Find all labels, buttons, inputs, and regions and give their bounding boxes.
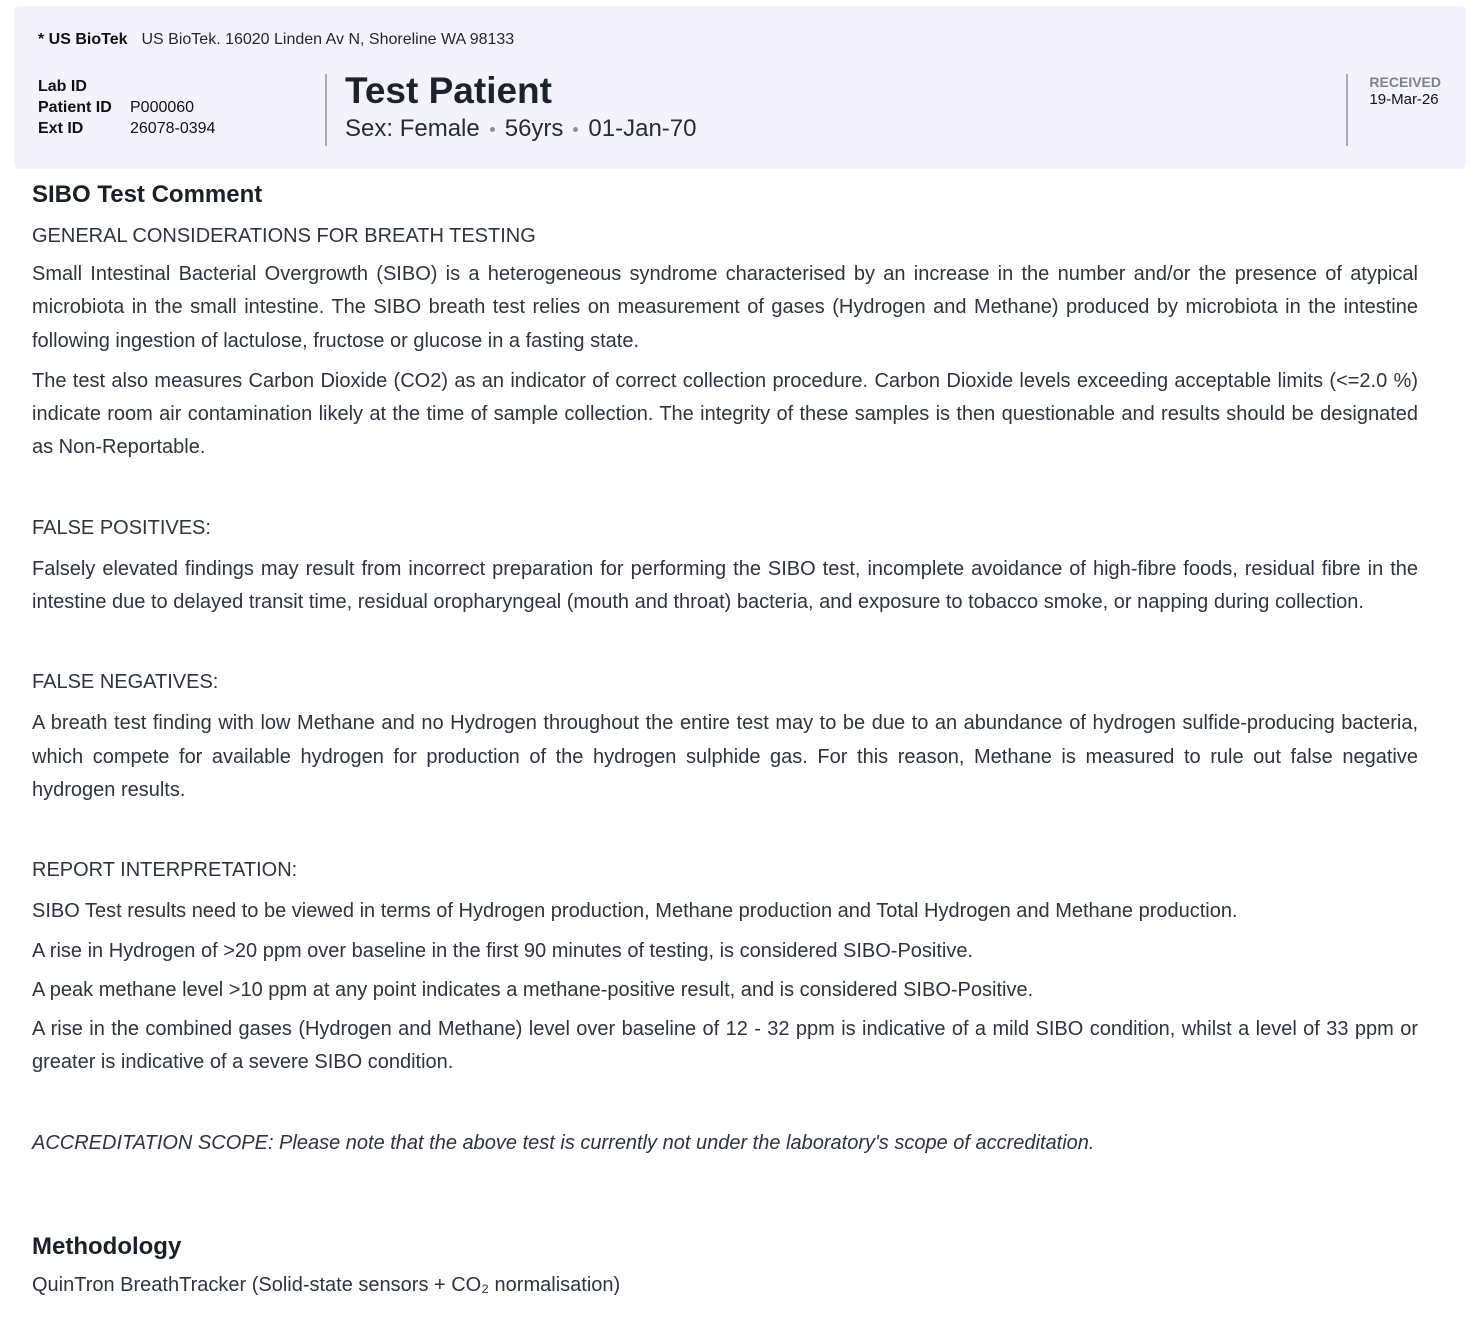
report-interpretation-heading: REPORT INTERPRETATION: [32, 859, 298, 882]
sibo-comment-title: SIBO Test Comment [32, 181, 263, 208]
lab-id-label: Lab ID [38, 78, 87, 95]
header-divider-right [1346, 74, 1348, 146]
general-paragraph-2: The test also measures Carbon Dioxide (CO2) as an indicator of correct collection procedure. Carbon Dioxide levels exceeding acceptable limits (<=2.0 %) indicate room air contamination likely at the time of sample collection. The integrity of these samples is then questionable and results should be designated as Non-Reportable. [32, 369, 1418, 459]
patient-id-label: Patient ID [38, 99, 112, 116]
patient-sex: Sex: Female [345, 115, 480, 142]
lab-id-row [38, 76, 215, 97]
interpretation-paragraph-3: A peak methane level >10 ppm at any point indicates a methane-positive result, and is considered SIBO-Positive. [32, 978, 1034, 1001]
false-positives-paragraph: Falsely elevated findings may result from incorrect preparation for performing the SIBO test, incomplete avoidance of high-fibre foods, residual fibre in the intestine due to delayed transit time, residual oropharyngeal (mouth and throat) bacteria, and exposure to tobacco smoke, or napping during collection. [32, 557, 1418, 614]
lab-info-line [38, 31, 514, 49]
interpretation-paragraph-2: A rise in Hydrogen of >20 ppm over baseline in the first 90 minutes of testing, is considered SIBO-Positive. [32, 939, 974, 962]
ext-id-value: 26078-0394 [130, 120, 216, 137]
received-block [1369, 74, 1441, 108]
accreditation-note: ACCREDITATION SCOPE: Please note that the above test is currently not under the laboratory's scope of accreditation. [32, 1131, 1095, 1154]
lab-address: US BioTek. 16020 Linden Av N, Shoreline WA 98133 [141, 31, 515, 48]
interpretation-paragraph-4: A rise in the combined gases (Hydrogen and Methane) level over baseline of 12 - 32 ppm is indicative of a mild SIBO condition, whilst a level of 33 ppm or greater is indicative of a severe SIBO condition. [32, 1018, 1418, 1074]
methodology-title: Methodology [32, 1233, 182, 1261]
general-considerations-heading: GENERAL CONSIDERATIONS FOR BREATH TESTING [32, 225, 536, 247]
header-divider-left [325, 74, 327, 146]
false-negatives-paragraph: A breath test finding with low Methane and no Hydrogen throughout the entire test may to be due to an abundance of hydrogen sulfide-producing bacteria, which compete for available hydrogen for production of the hydrogen sulphide gas. For this reason, Methane is measured to rule out false negative hydrogen results. [32, 712, 1418, 801]
received-date: 19-Mar-26 [1369, 91, 1439, 108]
lab-name: * US BioTek [38, 31, 128, 48]
patient-id-row [38, 97, 215, 118]
interpretation-paragraph-1: SIBO Test results need to be viewed in terms of Hydrogen production, Methane production and Total Hydrogen and Methane production. [32, 900, 1238, 923]
id-block [38, 76, 215, 139]
ext-id-label: Ext ID [38, 120, 84, 137]
patient-name: Test Patient [345, 70, 552, 111]
general-paragraph-1: Small Intestinal Bacterial Overgrowth (SIBO) is a heterogeneous syndrome characterised by an increase in the number and/or the presence of atypical microbiota in the small intestine. The SIBO breath test relies on measurement of gases (Hydrogen and Methane) produced by microbiota in the intestine following ingestion of lactulose, fructose or glucose in a fasting state. [32, 263, 1418, 352]
patient-dob: 01-Jan-70 [588, 115, 697, 142]
separator-dot [573, 127, 578, 132]
false-positives-heading: FALSE POSITIVES: [32, 516, 211, 539]
report-header [14, 6, 1466, 169]
false-negatives-heading: FALSE NEGATIVES: [32, 671, 219, 694]
report-body [32, 181, 1418, 1302]
patient-age: 56yrs [504, 115, 564, 142]
ext-id-row [38, 118, 215, 139]
separator-dot [490, 127, 495, 132]
patient-demographics [345, 115, 696, 143]
methodology-text: QuinTron BreathTracker (Solid-state sensors + CO₂ normalisation) [32, 1274, 621, 1297]
patient-id-value: P000060 [130, 99, 195, 116]
received-label: RECEIVED [1369, 74, 1441, 90]
